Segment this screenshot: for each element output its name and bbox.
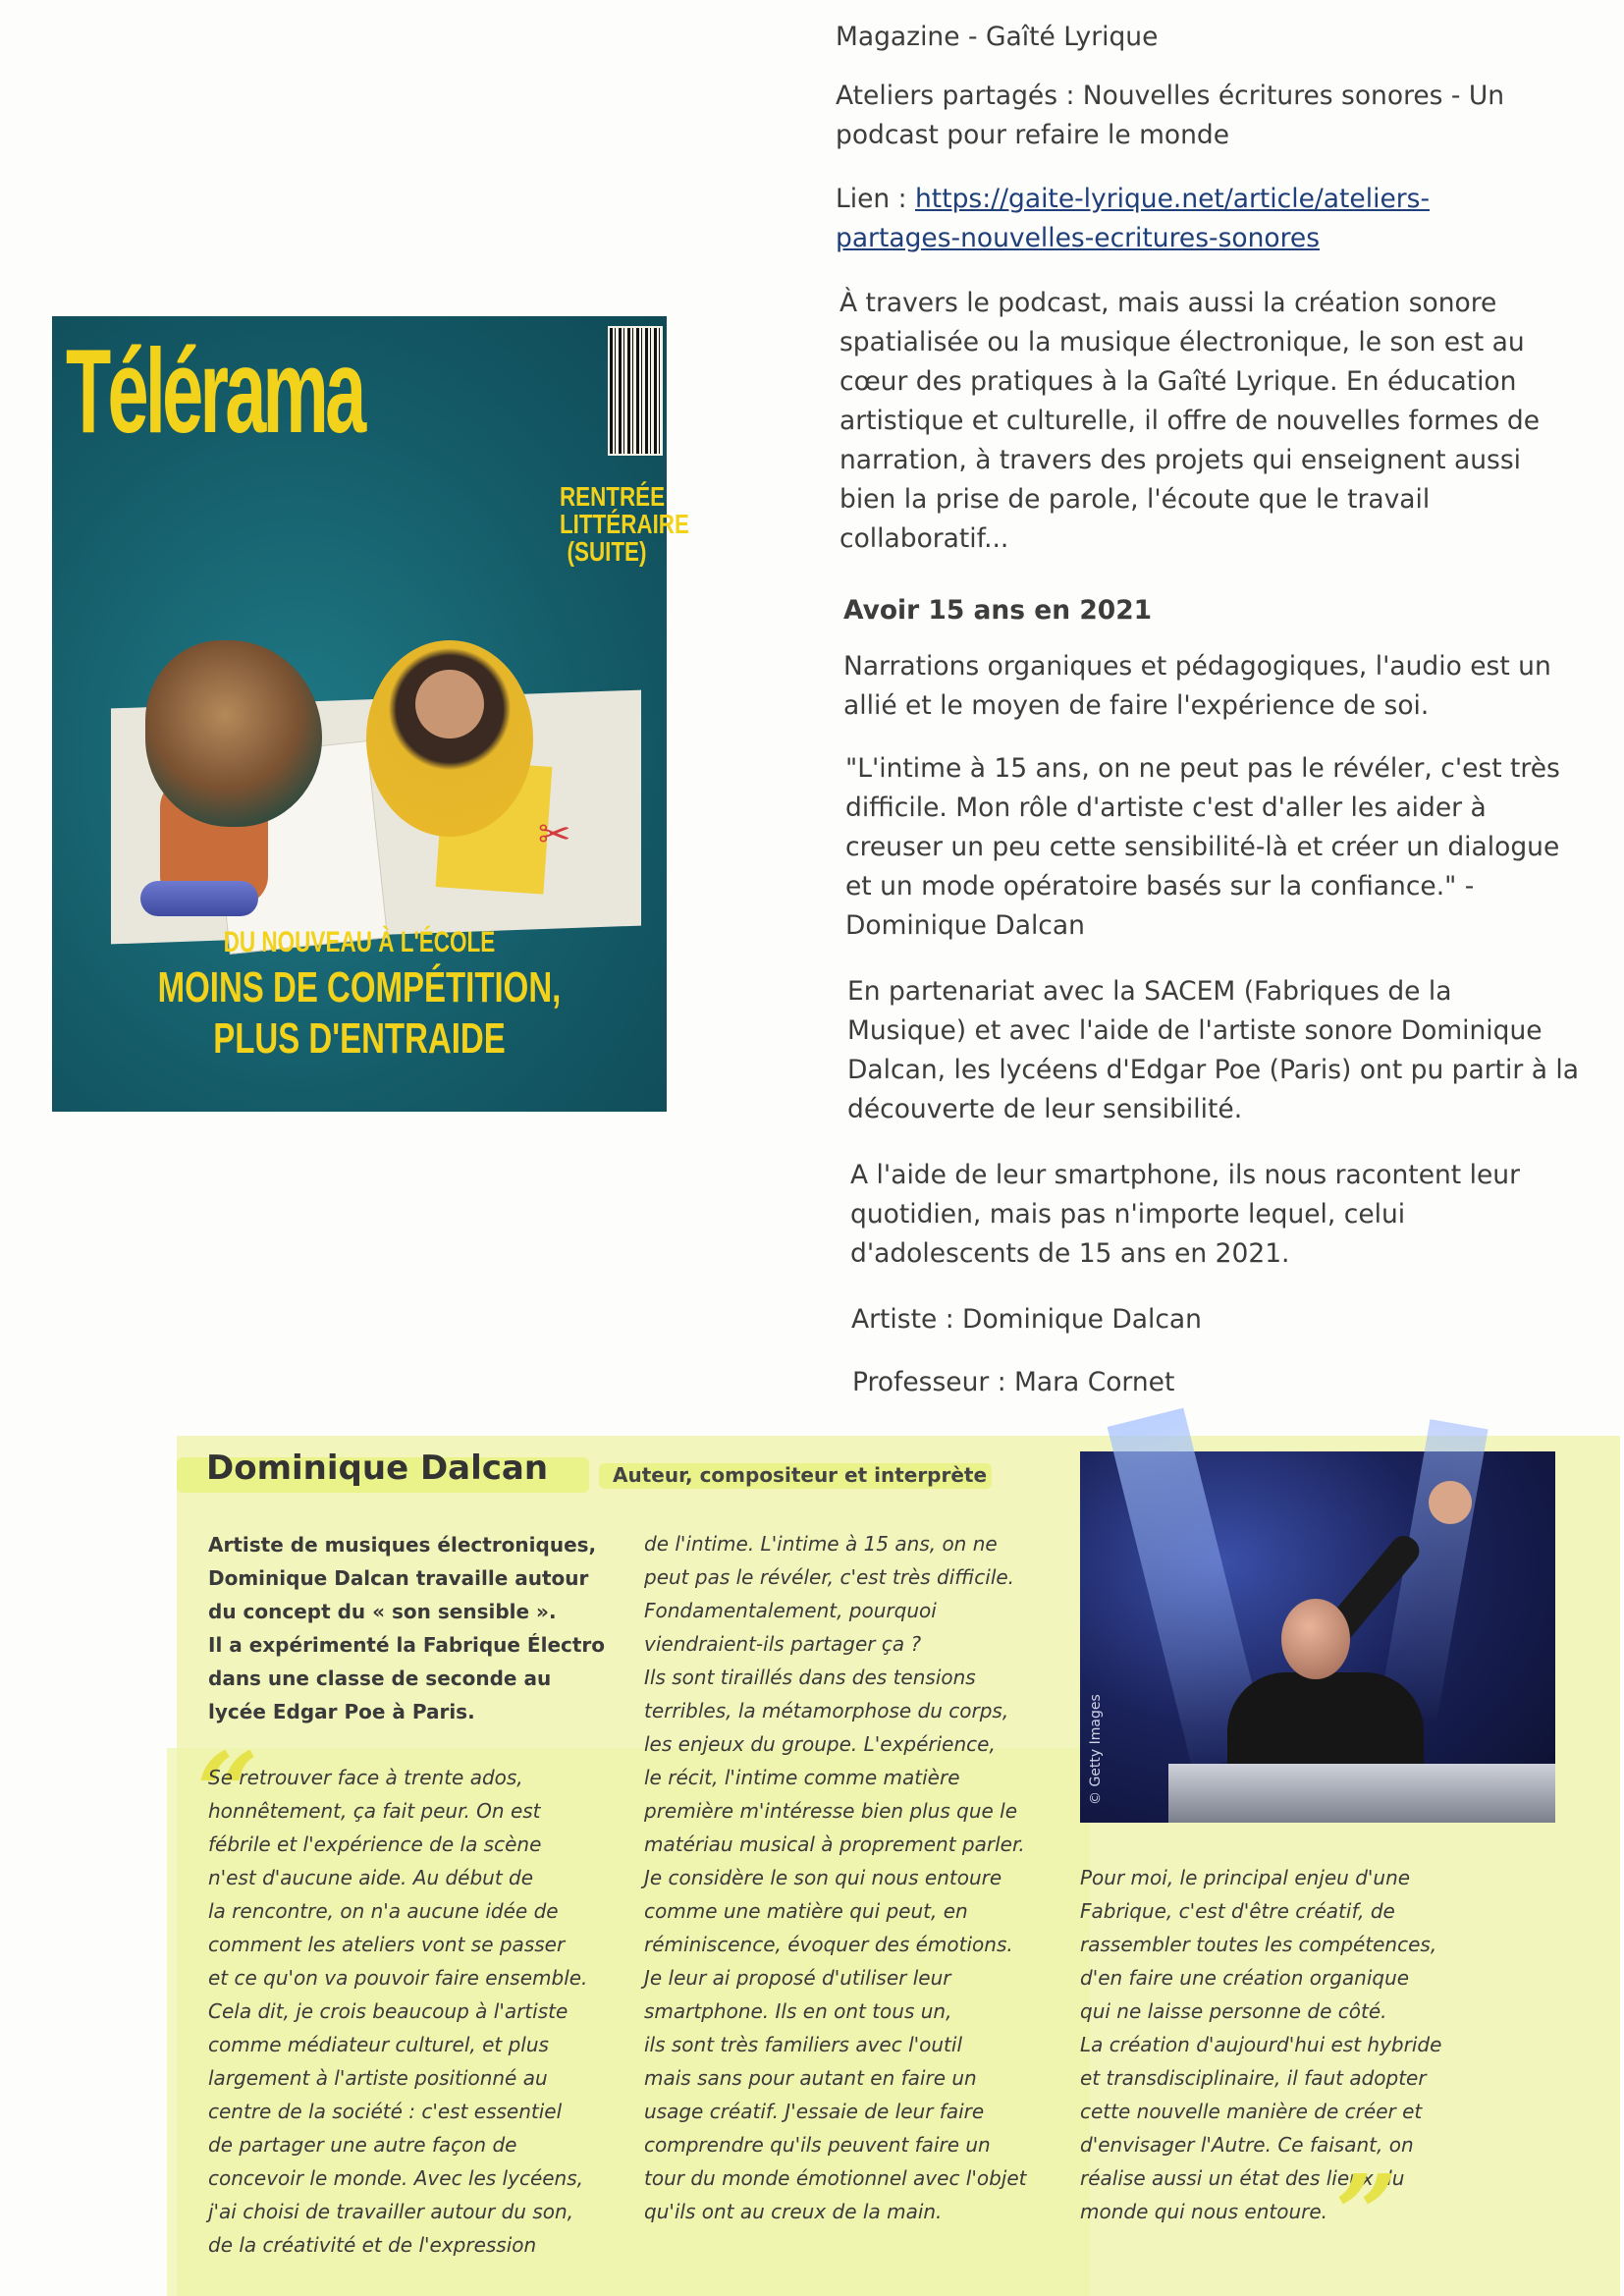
text-line: les enjeux du groupe. L'expérience, <box>644 1732 996 1756</box>
text-line: dans une classe de seconde au <box>208 1667 552 1690</box>
section-heading: Avoir 15 ans en 2021 <box>843 595 1153 626</box>
text-line: terribles, la métamorphose du corps, <box>644 1699 1009 1722</box>
text-line: A l'aide de leur smartphone, ils nous racontent leur <box>850 1160 1520 1190</box>
text-line: spatialisée ou la musique électronique, le son est au <box>839 327 1525 357</box>
text-line: comme médiateur culturel, et plus <box>208 2033 549 2056</box>
profile-intro <box>208 1528 621 1728</box>
text-line: À travers le podcast, mais aussi la création sonore <box>839 288 1497 318</box>
text-line: cette nouvelle manière de créer et <box>1080 2100 1423 2123</box>
text-line: et un mode opératoire basés sur la confiance." - <box>845 871 1475 902</box>
text-line: d'en faire une création organique <box>1080 1966 1410 1990</box>
text-line: réalise aussi un état des lieux du <box>1080 2166 1405 2190</box>
text-line: de partager une autre façon de <box>208 2133 517 2157</box>
dj-desk <box>1168 1764 1555 1823</box>
text-line: Dominique Dalcan <box>845 910 1085 941</box>
paragraph-smartphone <box>850 1156 1520 1274</box>
magazine-logo: Télérama <box>66 324 363 458</box>
text-line: Cela dit, je crois beaucoup à l'artiste <box>208 1999 568 2023</box>
text-line: fébrile et l'expérience de la scène <box>208 1832 542 1856</box>
article-title: Ateliers partagés : Nouvelles écritures sonores - Un podcast pour refaire le monde <box>836 81 1505 150</box>
text-line: du concept du « son sensible ». <box>208 1600 557 1623</box>
text-line: n'est d'aucune aide. Au début de <box>208 1866 534 1889</box>
text-line: viendraient-ils partager ça ? <box>644 1632 922 1656</box>
text-line: Fabrique, c'est d'être créatif, de <box>1080 1899 1395 1923</box>
text-line: "L'intime à 15 ans, on ne peut pas le révéler, c'est très <box>845 753 1560 784</box>
text-line: creuser un peu cette sensibilité-là et créer un dialogue <box>845 832 1560 862</box>
text-line: difficile. Mon rôle d'artiste c'est d'aller les aider à <box>845 793 1487 823</box>
text-line: Il a expérimenté la Fabrique Électro <box>208 1633 606 1657</box>
text-line: largement à l'artiste positionné au <box>208 2066 548 2090</box>
text-line: narration, à travers des projets qui enseignent aussi <box>839 445 1522 475</box>
text-line: réminiscence, évoquer des émotions. <box>644 1933 1013 1956</box>
text-line: centre de la société : c'est essentiel <box>208 2100 563 2123</box>
scissors-icon: ✂ <box>538 812 571 857</box>
text-line: rassembler toutes les compétences, <box>1080 1933 1437 1956</box>
artist-head <box>1281 1599 1350 1679</box>
article-source: Magazine - Gaîté Lyrique <box>836 22 1159 52</box>
text-line: peut pas le révéler, c'est très difficile. <box>644 1565 1015 1589</box>
artist-credit: Artiste : Dominique Dalcan <box>851 1304 1202 1335</box>
link-label: Lien : <box>836 184 907 214</box>
profile-role: Auteur, compositeur et interprète <box>613 1463 988 1487</box>
text-line: découverte de leur sensibilité. <box>847 1094 1243 1124</box>
text-line: honnêtement, ça fait peur. On est <box>208 1799 541 1823</box>
text-line: Dominique Dalcan travaille autour <box>208 1566 589 1590</box>
text-line: allié et le moyen de faire l'expérience de soi. <box>843 690 1430 721</box>
text-line: d'envisager l'Autre. Ce faisant, on <box>1080 2133 1414 2157</box>
text-line: première m'intéresse bien plus que le <box>644 1799 1018 1823</box>
text-line: ils sont très familiers avec l'outil <box>644 2033 962 2056</box>
article-link-block <box>836 180 1430 258</box>
text-line: usage créatif. J'essaie de leur faire <box>644 2100 985 2123</box>
cover-illustration-child-right-face <box>415 670 484 738</box>
cover-headline-1: MOINS DE COMPÉTITION, <box>157 963 562 1011</box>
paragraph-intro <box>839 284 1540 559</box>
text-line: lycée Edgar Poe à Paris. <box>208 1700 475 1723</box>
text-line: comprendre qu'ils peuvent faire un <box>644 2133 991 2157</box>
text-line: La création d'aujourd'hui est hybride <box>1080 2033 1442 2056</box>
text-line: quotidien, mais pas n'importe lequel, celui <box>850 1199 1406 1230</box>
text-line: Dalcan, les lycéens d'Edgar Poe (Paris) ont pu partir à la <box>847 1055 1579 1085</box>
text-line: et ce qu'on va pouvoir faire ensemble. <box>208 1966 588 1990</box>
text-line: Ils sont tiraillés dans des tensions <box>644 1666 976 1689</box>
text-line: qui ne laisse personne de côté. <box>1080 1999 1387 2023</box>
text-line: Musique) et avec l'aide de l'artiste sonore Dominique <box>847 1015 1543 1046</box>
text-line: d'adolescents de 15 ans en 2021. <box>850 1238 1290 1269</box>
close-quote-icon: ” <box>1335 2151 1398 2277</box>
magazine-cover <box>52 316 689 1112</box>
artist-hand <box>1429 1481 1472 1524</box>
text-line: tour du monde émotionnel avec l'objet <box>644 2166 1027 2190</box>
text-line: et transdisciplinaire, il faut adopter <box>1080 2066 1427 2090</box>
paragraph-narrations <box>843 647 1551 726</box>
text-line: Je leur ai proposé d'utiliser leur <box>644 1966 951 1990</box>
text-line: Narrations organiques et pédagogiques, l'audio est un <box>843 651 1551 682</box>
quote-column-1 <box>208 1761 587 2262</box>
text-line: comment les ateliers vont se passer <box>208 1933 566 1956</box>
text-line: de l'intime. L'intime à 15 ans, on ne <box>644 1532 998 1556</box>
text-line: matériau musical à proprement parler. <box>644 1832 1025 1856</box>
text-line: monde qui nous entoure. <box>1080 2200 1328 2223</box>
paragraph-partnership <box>847 972 1579 1129</box>
text-line: de la créativité et de l'expression <box>208 2233 537 2257</box>
text-line: qu'ils ont au creux de la main. <box>644 2200 943 2223</box>
text-line: smartphone. Ils en ont tous un, <box>644 1999 952 2023</box>
text-line: artistique et culturelle, il offre de nouvelles formes de <box>839 406 1541 436</box>
profile-name: Dominique Dalcan <box>206 1449 549 1488</box>
text-line: j'ai choisi de travailler autour du son, <box>208 2200 574 2223</box>
quote-column-2 <box>644 1527 1026 2228</box>
text-line: Se retrouver face à trente ados, <box>208 1766 523 1789</box>
cover-kicker: DU NOUVEAU À L'ÉCOLE <box>223 926 496 958</box>
cover-headline-2: PLUS D'ENTRAIDE <box>213 1014 506 1063</box>
artist-photo <box>1080 1451 1555 1823</box>
text-line: Je considère le son qui nous entoure <box>644 1866 1002 1889</box>
text-line: Artiste de musiques électroniques, <box>208 1533 597 1557</box>
open-quote-icon: “ <box>196 1728 259 1855</box>
text-line: mais sans pour autant en faire un <box>644 2066 977 2090</box>
cover-illustration-pencil-case <box>140 881 258 916</box>
text-line: bien la prise de parole, l'écoute que le travail <box>839 484 1431 515</box>
cover-illustration-child-left-head <box>145 640 322 827</box>
text-line: Pour moi, le principal enjeu d'une <box>1080 1866 1411 1889</box>
paragraph-quote <box>845 749 1560 946</box>
text-line: cœur des pratiques à la Gaîté Lyrique. En éducation <box>839 366 1517 397</box>
text-line: le récit, l'intime comme matière <box>644 1766 960 1789</box>
text-line: concevoir le monde. Avec les lycéens, <box>208 2166 584 2190</box>
text-line: collaboratif... <box>839 523 1009 554</box>
barcode <box>608 326 663 456</box>
text-line: comme une matière qui peut, en <box>644 1899 968 1923</box>
photo-credit: © Getty Images <box>1088 1694 1104 1805</box>
text-line: Fondamentalement, pourquoi <box>644 1599 937 1622</box>
text-line: la rencontre, on n'a aucune idée de <box>208 1899 559 1923</box>
article-link[interactable]: https://gaite-lyrique.net/article/ateliers- partages-nouvelles-ecritures-sonores <box>836 184 1431 253</box>
text-line: En partenariat avec la SACEM (Fabriques de la <box>847 976 1452 1007</box>
cover-rentree-label: RENTRÉE LITTÉRAIRE (SUITE) <box>560 481 689 567</box>
teacher-credit: Professeur : Mara Cornet <box>852 1367 1175 1397</box>
